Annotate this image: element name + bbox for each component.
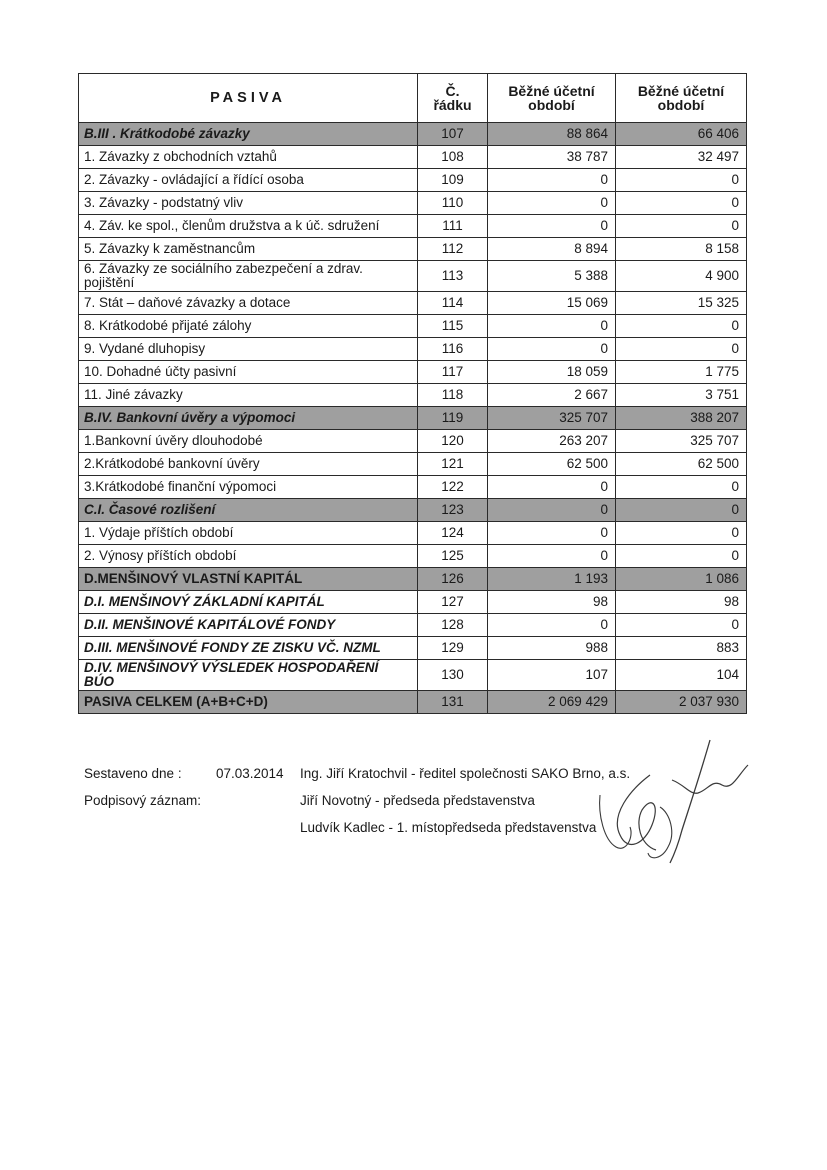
table-row	[79, 499, 747, 522]
row-label: 2. Závazky - ovládající a řídící osoba	[79, 169, 418, 192]
row-number: 130	[418, 660, 488, 691]
row-number: 122	[418, 476, 488, 499]
row-number: 110	[418, 192, 488, 215]
table-row	[79, 215, 747, 238]
current-value: 0	[488, 522, 616, 545]
current-value: 2 069 429	[488, 691, 616, 714]
previous-value: 0	[616, 476, 747, 499]
row-number: 117	[418, 361, 488, 384]
signer-2: Jiří Novotný - předseda představenstva	[300, 793, 535, 808]
current-value: 107	[488, 660, 616, 691]
signature-label: Podpisový záznam:	[84, 793, 202, 808]
signer-1: Ing. Jiří Kratochvil - ředitel společnosti SAKO Brno, a.s.	[300, 766, 631, 781]
table-row	[79, 338, 747, 361]
handwritten-signature-icon	[590, 735, 750, 875]
current-value: 98	[488, 591, 616, 614]
previous-value: 66 406	[616, 123, 747, 146]
previous-value: 98	[616, 591, 747, 614]
balance-sheet	[78, 73, 746, 714]
table-row	[79, 315, 747, 338]
header-current-line1: Běžné účetní	[508, 83, 595, 99]
row-label: B.III . Krátkodobé závazky	[79, 123, 418, 146]
previous-value: 1 775	[616, 361, 747, 384]
row-label: 1.Bankovní úvěry dlouhodobé	[79, 430, 418, 453]
current-value: 0	[488, 169, 616, 192]
row-label: D.I. MENŠINOVÝ ZÁKLADNÍ KAPITÁL	[79, 591, 418, 614]
row-label: PASIVA CELKEM (A+B+C+D)	[79, 691, 418, 714]
previous-value: 0	[616, 315, 747, 338]
header-previous-period	[616, 74, 747, 123]
table-row	[79, 545, 747, 568]
table-row-total	[79, 691, 747, 714]
table-row	[79, 238, 747, 261]
row-number: 123	[418, 499, 488, 522]
previous-value: 3 751	[616, 384, 747, 407]
row-label: 6. Závazky ze sociálního zabezpečení a zdrav. pojištění	[79, 261, 418, 292]
table-row	[79, 430, 747, 453]
row-label: 11. Jiné závazky	[79, 384, 418, 407]
current-value: 15 069	[488, 292, 616, 315]
previous-value: 0	[616, 169, 747, 192]
previous-value: 2 037 930	[616, 691, 747, 714]
row-label: 10. Dohadné účty pasivní	[79, 361, 418, 384]
table-row	[79, 169, 747, 192]
row-number: 129	[418, 637, 488, 660]
previous-value: 0	[616, 192, 747, 215]
row-label: D.IV. MENŠINOVÝ VÝSLEDEK HOSPODAŘENÍ BÚO	[79, 660, 418, 691]
previous-value: 0	[616, 499, 747, 522]
compiled-date: 07.03.2014	[216, 766, 284, 781]
row-label: 5. Závazky k zaměstnancům	[79, 238, 418, 261]
row-label: 1. Výdaje příštích období	[79, 522, 418, 545]
table-row	[79, 614, 747, 637]
previous-value: 325 707	[616, 430, 747, 453]
row-label: C.I. Časové rozlišení	[79, 499, 418, 522]
table-row	[79, 637, 747, 660]
previous-value: 388 207	[616, 407, 747, 430]
table-row	[79, 476, 747, 499]
row-label: D.MENŠINOVÝ VLASTNÍ KAPITÁL	[79, 568, 418, 591]
current-value: 18 059	[488, 361, 616, 384]
current-value: 0	[488, 614, 616, 637]
current-value: 0	[488, 499, 616, 522]
row-label: 1. Závazky z obchodních vztahů	[79, 146, 418, 169]
previous-value: 104	[616, 660, 747, 691]
current-value: 2 667	[488, 384, 616, 407]
row-label: 4. Záv. ke spol., členům družstva a k úč. sdružení	[79, 215, 418, 238]
signer-3: Ludvík Kadlec - 1. místopředseda představenstva	[300, 820, 597, 835]
row-label: 3. Závazky - podstatný vliv	[79, 192, 418, 215]
current-value: 0	[488, 338, 616, 361]
header-current-line2: období	[528, 97, 575, 113]
table-row	[79, 123, 747, 146]
row-number: 112	[418, 238, 488, 261]
row-number: 125	[418, 545, 488, 568]
previous-value: 1 086	[616, 568, 747, 591]
row-label: 2. Výnosy příštích období	[79, 545, 418, 568]
row-label: D.II. MENŠINOVÉ KAPITÁLOVÉ FONDY	[79, 614, 418, 637]
table-row	[79, 522, 747, 545]
previous-value: 0	[616, 215, 747, 238]
row-number: 131	[418, 691, 488, 714]
header-row-number-line1: Č.	[445, 83, 460, 99]
previous-value: 0	[616, 338, 747, 361]
table-row	[79, 453, 747, 476]
row-number: 113	[418, 261, 488, 292]
current-value: 1 193	[488, 568, 616, 591]
row-number: 124	[418, 522, 488, 545]
table-row	[79, 146, 747, 169]
header-previous-line1: Běžné účetní	[637, 83, 725, 99]
row-number: 107	[418, 123, 488, 146]
table-header-row	[79, 74, 747, 123]
table-row	[79, 407, 747, 430]
row-label: B.IV. Bankovní úvěry a výpomoci	[79, 407, 418, 430]
current-value: 0	[488, 215, 616, 238]
row-number: 127	[418, 591, 488, 614]
header-current-period	[488, 74, 616, 123]
current-value: 5 388	[488, 261, 616, 292]
current-value: 0	[488, 476, 616, 499]
row-number: 111	[418, 215, 488, 238]
table-row	[79, 591, 747, 614]
row-number: 121	[418, 453, 488, 476]
row-label: 2.Krátkodobé bankovní úvěry	[79, 453, 418, 476]
previous-value: 0	[616, 522, 747, 545]
previous-value: 0	[616, 614, 747, 637]
table-row	[79, 192, 747, 215]
table-row	[79, 261, 747, 292]
row-label: 3.Krátkodobé finanční výpomoci	[79, 476, 418, 499]
table-row	[79, 384, 747, 407]
previous-value: 62 500	[616, 453, 747, 476]
previous-value: 15 325	[616, 292, 747, 315]
current-value: 0	[488, 315, 616, 338]
row-number: 126	[418, 568, 488, 591]
row-number: 128	[418, 614, 488, 637]
row-label: 9. Vydané dluhopisy	[79, 338, 418, 361]
current-value: 988	[488, 637, 616, 660]
previous-value: 883	[616, 637, 747, 660]
previous-value: 0	[616, 545, 747, 568]
table-row	[79, 292, 747, 315]
previous-value: 32 497	[616, 146, 747, 169]
row-number: 116	[418, 338, 488, 361]
row-number: 109	[418, 169, 488, 192]
row-number: 114	[418, 292, 488, 315]
row-number: 118	[418, 384, 488, 407]
current-value: 263 207	[488, 430, 616, 453]
previous-value: 8 158	[616, 238, 747, 261]
row-number: 120	[418, 430, 488, 453]
row-number: 115	[418, 315, 488, 338]
table-row	[79, 361, 747, 384]
current-value: 0	[488, 192, 616, 215]
current-value: 325 707	[488, 407, 616, 430]
pasiva-table	[78, 73, 747, 714]
compiled-label: Sestaveno dne :	[84, 766, 182, 781]
current-value: 0	[488, 545, 616, 568]
table-row	[79, 660, 747, 691]
current-value: 88 864	[488, 123, 616, 146]
row-label: 8. Krátkodobé přijaté zálohy	[79, 315, 418, 338]
current-value: 62 500	[488, 453, 616, 476]
header-pasiva: PASIVA	[79, 74, 418, 123]
header-row-number-line2: řádku	[433, 97, 472, 113]
current-value: 38 787	[488, 146, 616, 169]
row-label: D.III. MENŠINOVÉ FONDY ZE ZISKU VČ. NZML	[79, 637, 418, 660]
current-value: 8 894	[488, 238, 616, 261]
header-row-number	[418, 74, 488, 123]
row-label: 7. Stát – daňové závazky a dotace	[79, 292, 418, 315]
row-number: 108	[418, 146, 488, 169]
previous-value: 4 900	[616, 261, 747, 292]
header-previous-line2: období	[657, 97, 705, 113]
table-row	[79, 568, 747, 591]
row-number: 119	[418, 407, 488, 430]
